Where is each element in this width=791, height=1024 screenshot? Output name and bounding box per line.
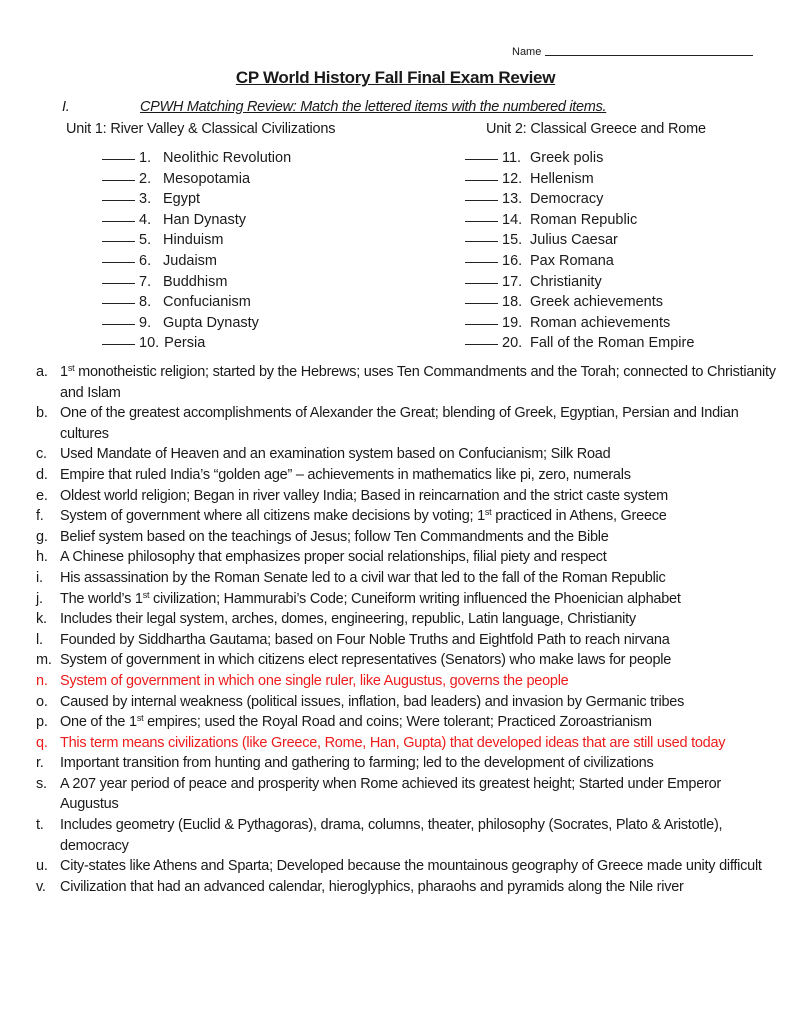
term-row: 20. Fall of the Roman Empire: [465, 330, 694, 351]
answer-blank[interactable]: [102, 166, 135, 181]
definition-item: [36, 712, 776, 733]
term-row: 7. Buddhism: [102, 269, 291, 290]
answer-blank[interactable]: [102, 289, 135, 304]
answer-blank[interactable]: [465, 310, 498, 325]
definition-text: City-states like Athens and Sparta; Developed because the mountainous geography of Greece made unity difficult: [60, 858, 762, 875]
answer-blank[interactable]: [102, 269, 135, 284]
term-row: 5. Hinduism: [102, 227, 291, 248]
term-row: 6. Judaism: [102, 248, 291, 269]
term-label: Mesopotamia: [163, 170, 251, 187]
answer-blank[interactable]: [465, 186, 498, 201]
term-label: Hinduism: [163, 232, 224, 249]
term-label: Gupta Dynasty: [163, 314, 259, 331]
definition-item: [36, 815, 776, 856]
term-label: Han Dynasty: [163, 211, 247, 228]
definition-letter: h.: [36, 549, 48, 566]
answer-blank[interactable]: [102, 248, 135, 263]
definition-text: Oldest world religion; Began in river valley India; Based in reincarnation and the strict caste system: [60, 487, 668, 504]
term-row: 14. Roman Republic: [465, 207, 694, 228]
term-row: 8. Confucianism: [102, 289, 291, 310]
definition-text: System of government in which one single ruler, like Augustus, governs the people: [60, 672, 569, 689]
term-label: Egypt: [163, 191, 201, 208]
definition-text: This term means civilizations (like Greece, Rome, Han, Gupta) that developed ideas that are still used today: [60, 734, 726, 751]
term-row: 9. Gupta Dynasty: [102, 310, 291, 331]
definition-text: System of government where all citizens make decisions by voting; 1st practiced in Athens, Greece: [60, 507, 667, 525]
section-numeral: I.: [62, 99, 70, 115]
answer-blank[interactable]: [465, 330, 498, 345]
term-label: Julius Caesar: [530, 232, 618, 249]
term-row: 18. Greek achievements: [465, 289, 694, 310]
definition-text: Includes geometry (Euclid & Pythagoras), drama, columns, theater, philosophy (Socrates, Plato & Aristotle), democracy: [60, 817, 723, 854]
term-label: Democracy: [530, 191, 604, 208]
definition-letter: b.: [36, 405, 48, 422]
unit2-terms-list: [465, 145, 694, 351]
unit1-heading: Unit 1: River Valley & Classical Civilizations: [66, 121, 336, 137]
answer-blank[interactable]: [102, 227, 135, 242]
definition-text: One of the 1st empires; used the Royal Road and coins; Were tolerant; Practiced Zoroastrianism: [60, 713, 652, 731]
section-heading: [62, 99, 606, 115]
definitions-list: [36, 362, 776, 897]
answer-blank[interactable]: [465, 289, 498, 304]
definition-item: [36, 692, 776, 713]
definition-text: Belief system based on the teachings of Jesus; follow Ten Commandments and the Bible: [60, 528, 609, 545]
definition-letter: q.: [36, 734, 48, 751]
definition-letter: t.: [36, 817, 44, 834]
definition-letter: s.: [36, 775, 47, 792]
answer-blank[interactable]: [465, 227, 498, 242]
name-label: Name: [512, 46, 542, 58]
term-label: Pax Romana: [530, 252, 614, 269]
answer-blank[interactable]: [465, 166, 498, 181]
definition-letter: r.: [36, 755, 44, 772]
definition-letter: p.: [36, 714, 48, 731]
definition-item: [36, 465, 776, 486]
unit2-heading: Unit 2: Classical Greece and Rome: [486, 121, 706, 137]
name-field[interactable]: [512, 46, 753, 58]
definition-letter: g.: [36, 528, 48, 545]
definition-letter: l.: [36, 631, 43, 648]
definition-text: A 207 year period of peace and prosperity when Rome achieved its greatest height; Started under Emperor Augustus: [60, 775, 721, 813]
definition-text: Includes their legal system, arches, domes, engineering, republic, Latin language, Christianity: [60, 611, 636, 628]
term-label: Greek polis: [530, 150, 604, 166]
definition-item: [36, 403, 776, 444]
answer-blank[interactable]: [465, 207, 498, 222]
answer-blank[interactable]: [465, 248, 498, 263]
definition-letter: o.: [36, 693, 48, 710]
term-row: 11. Greek polis: [465, 145, 694, 166]
definition-item: [36, 877, 776, 898]
definition-text: Civilization that had an advanced calendar, hieroglyphics, pharaohs and pyramids along the Nile river: [60, 878, 684, 895]
definition-text: One of the greatest accomplishments of Alexander the Great; blending of Greek, Egyptian, Persian and Indian cultures: [60, 405, 739, 442]
term-row: 19. Roman achievements: [465, 310, 694, 331]
definition-text: Founded by Siddhartha Gautama; based on Four Noble Truths and Eightfold Path to reach nirvana: [60, 631, 670, 648]
definition-item: [36, 568, 776, 589]
term-row: 4. Han Dynasty: [102, 207, 291, 228]
answer-blank[interactable]: [102, 310, 135, 325]
definition-item: [36, 650, 776, 671]
definition-item: [36, 609, 776, 630]
definition-letter: a.: [36, 364, 48, 380]
definition-item: [36, 506, 776, 527]
definition-letter: v.: [36, 878, 46, 895]
definition-item: [36, 444, 776, 465]
definition-text: 1st monotheistic religion; started by the Hebrews; uses Ten Commandments and the Torah; connected to Christianity and Islam: [60, 363, 776, 401]
definition-text: A Chinese philosophy that emphasizes proper social relationships, filial piety and respect: [60, 549, 607, 566]
term-row: 3. Egypt: [102, 186, 291, 207]
definition-letter: c.: [36, 446, 47, 463]
definition-item: [36, 547, 776, 568]
term-label: Persia: [164, 335, 206, 352]
answer-blank[interactable]: [102, 186, 135, 201]
term-label: Greek achievements: [530, 294, 663, 311]
term-label: Christianity: [530, 273, 602, 290]
definition-text: His assassination by the Roman Senate led to a civil war that led to the fall of the Roman Republic: [60, 569, 666, 586]
definition-letter: j.: [36, 590, 43, 607]
term-row: 16. Pax Romana: [465, 248, 694, 269]
definition-text: Important transition from hunting and gathering to farming; led to the development of civilizations: [60, 755, 654, 772]
answer-blank[interactable]: [102, 207, 135, 222]
definition-text: Caused by internal weakness (political issues, inflation, bad leaders) and invasion by Germanic tribes: [60, 693, 685, 710]
definition-text: System of government in which citizens elect representatives (Senators) who make laws for people: [60, 652, 672, 669]
section-instruction: CPWH Matching Review: Match the lettered items with the numbered items.: [140, 99, 607, 115]
name-blank[interactable]: [545, 55, 753, 56]
term-row: 1. Neolithic Revolution: [102, 145, 291, 166]
answer-blank[interactable]: [465, 145, 498, 160]
definition-letter: k.: [36, 611, 47, 628]
definition-item: [36, 362, 776, 403]
term-label: Roman Republic: [530, 211, 638, 228]
term-row: 2. Mesopotamia: [102, 166, 291, 187]
definition-item: [36, 486, 776, 507]
page-title: CP World History Fall Final Exam Review: [235, 68, 556, 87]
unit1-terms-list: [102, 145, 291, 351]
term-row: 12. Hellenism: [465, 166, 694, 187]
definition-text: The world’s 1st civilization; Hammurabi’s Code; Cuneiform writing influenced the Phoenician alphabet: [60, 589, 681, 607]
definition-item: [36, 589, 776, 610]
definition-item: [36, 527, 776, 548]
definition-letter: i.: [36, 569, 43, 586]
term-row: 13. Democracy: [465, 186, 694, 207]
answer-blank[interactable]: [102, 145, 135, 160]
definition-item: [36, 753, 776, 774]
definition-item: [36, 671, 776, 692]
definition-item: [36, 733, 776, 754]
term-row: 17. Christianity: [465, 269, 694, 290]
term-label: Buddhism: [163, 273, 228, 290]
definition-letter: u.: [36, 858, 48, 875]
term-row: 10. Persia: [102, 330, 291, 351]
term-row: 15. Julius Caesar: [465, 227, 694, 248]
definition-letter: m.: [36, 652, 52, 669]
definition-item: [36, 856, 776, 877]
term-label: Neolithic Revolution: [163, 150, 292, 166]
definition-letter: f.: [36, 508, 44, 525]
definition-letter: e.: [36, 487, 48, 504]
term-label: Roman achievements: [530, 314, 671, 331]
answer-blank[interactable]: [465, 269, 498, 284]
definition-text: Empire that ruled India’s “golden age” – achievements in mathematics like pi, zero, numerals: [60, 466, 631, 483]
definition-item: [36, 774, 776, 815]
definition-item: [36, 630, 776, 651]
term-label: Confucianism: [163, 294, 251, 311]
term-label: Judaism: [163, 252, 217, 269]
answer-blank[interactable]: [102, 330, 135, 345]
definition-letter: n.: [36, 672, 48, 689]
definition-letter: d.: [36, 466, 48, 483]
term-label: Fall of the Roman Empire: [530, 335, 695, 352]
term-label: Hellenism: [530, 170, 594, 187]
definition-text: Used Mandate of Heaven and an examination system based on Confucianism; Silk Road: [60, 446, 611, 463]
